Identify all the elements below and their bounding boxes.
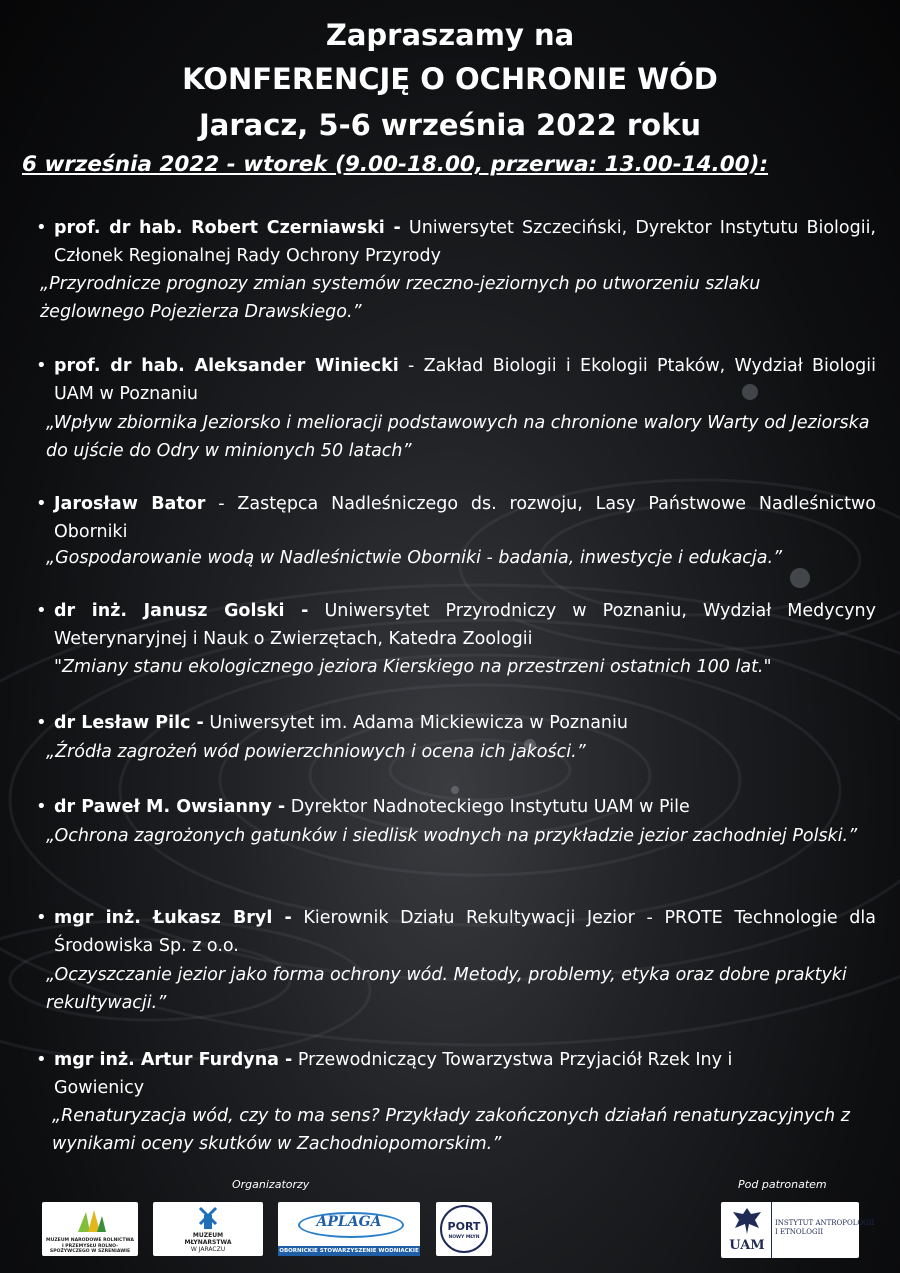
conference-title: KONFERENCJĘ O OCHRONIE WÓD (182, 62, 718, 96)
port-wordmark: PORT (447, 1220, 481, 1233)
speaker-affiliation: - Zastępca Nadleśniczego ds. rozwoju, Lasy Państwowe Nadleśnictwo Oborniki (54, 494, 877, 542)
uam-divider (771, 1202, 772, 1258)
speaker-info (54, 597, 876, 653)
speaker-name: prof. dr hab. Aleksander Winiecki (54, 356, 399, 376)
place-date-line: Jaracz, 5-6 września 2022 roku (198, 108, 702, 142)
talk-title: „Wpływ zbiornika Jeziorsko i melioracji podstawowych na chronione walory Warty od Jeziorska do ujście do Odry w minionych 50 latach” (46, 413, 870, 461)
speaker-name: Jarosław Bator (54, 494, 206, 514)
speaker-affiliation: - Zakład Biologii i Ekologii Ptaków, Wydział Biologii UAM w Poznaniu (54, 356, 876, 404)
speaker-affiliation: Kierownik Działu Rekultywacji Jezior - PROTE Technologie dla Środowiska Sp. z o.o. (54, 908, 877, 956)
speaker-info (54, 904, 876, 960)
speaker-name: dr Lesław Pilc - (54, 713, 204, 733)
speaker-name: dr inż. Janusz Golski - (54, 601, 309, 621)
speaker-info (54, 352, 876, 408)
organizers-label: Organizatorzy (232, 1178, 310, 1191)
speaker-name: dr Paweł M. Owsianny - (54, 797, 286, 817)
speaker-affiliation: Uniwersytet Przyrodniczy w Poznaniu, Wydział Medycyny Weterynaryjnej i Nauk o Zwierzętach, Katedra Zoologii (54, 601, 877, 649)
speaker-affiliation: Przewodniczący Towarzystwa Przyjaciół Rzek Iny i Gowienicy (54, 1050, 733, 1098)
speaker-info (54, 709, 876, 737)
museum-mills-logo[interactable] (153, 1202, 263, 1256)
uam-institute-line1: INSTYTUT ANTROPOLOGII (775, 1219, 875, 1227)
museum-mills-line2: MŁYNARSTWA (184, 1239, 232, 1246)
speaker-info (54, 1046, 754, 1102)
talk-title: „Oczyszczanie jezior jako forma ochrony wód. Metody, problemy, etyka oraz dobre praktyki rekultywacji.” (46, 965, 847, 1013)
schedule-date-line: 6 września 2022 - wtorek (9.00-18.00, przerwa: 13.00-14.00): (22, 152, 769, 177)
windmill-icon (153, 1202, 263, 1232)
talk-title: "Zmiany stanu ekologicznego jeziora Kierskiego na przestrzeni ostatnich 100 lat." (54, 657, 772, 677)
aplaga-caption: OBORNICKIE STOWARZYSZENIE WODNIACKIE (279, 1248, 419, 1254)
speaker-info (54, 214, 876, 270)
speaker-name: prof. dr hab. Robert Czerniawski - (54, 218, 401, 238)
uam-abbreviation: UAM (729, 1238, 765, 1253)
talk-title: „Gospodarowanie wodą w Nadleśnictwie Oborniki - badania, inwestycje i edukacja.” (46, 548, 783, 568)
speaker-info (54, 490, 876, 546)
talk-title: „Ochrona zagrożonych gatunków i siedlisk wodnych na przykładzie jezior zachodniej Polski.” (46, 826, 858, 846)
speaker-affiliation: Uniwersytet Szczeciński, Dyrektor Instytutu Biologii, Członek Regionalnej Rady Ochrony Przyrody (54, 218, 876, 266)
sponsors-footer (0, 1170, 900, 1273)
museum-mills-line3: W JARACZU (190, 1246, 226, 1253)
museum-mills-line1: MUZEUM (192, 1232, 224, 1239)
speaker-affiliation: Dyrektor Nadnoteckiego Instytutu UAM w Pile (285, 797, 690, 817)
museum-agriculture-caption: MUZEUM NARODOWE ROLNICTWA I PRZEMYSŁU ROLNO-SPOŻYWCZEGO W SZRENIAWIE (46, 1238, 134, 1254)
speaker-name: mgr inż. Artur Furdyna - (54, 1050, 293, 1070)
invite-line: Zapraszamy na (325, 18, 575, 52)
aplaga-logo[interactable] (278, 1202, 420, 1256)
speaker-name: mgr inż. Łukasz Bryl - (54, 908, 292, 928)
talk-title: „Źródła zagrożeń wód powierzchniowych i ocena ich jakości.” (46, 742, 586, 762)
speaker-info (54, 793, 876, 821)
aplaga-wordmark: APLAGA (316, 1214, 382, 1230)
uam-institute-line2: I ETNOLOGII (775, 1228, 824, 1236)
eagle-icon (727, 1204, 767, 1238)
port-caption: NOWY MŁYN (448, 1235, 480, 1240)
uam-institute-logo[interactable] (721, 1202, 875, 1258)
speaker-affiliation: Uniwersytet im. Adama Mickiewicza w Poznaniu (203, 713, 628, 733)
talk-title: „Renaturyzacja wód, czy to ma sens? Przykłady zakończonych działań renaturyzacyjnych z wynikami oceny skutków w Zachodniopomorskim.” (52, 1106, 850, 1154)
museum-agriculture-logo[interactable] (42, 1202, 138, 1256)
port-logo[interactable] (436, 1202, 492, 1256)
patronage-label: Pod patronatem (738, 1178, 827, 1191)
talk-title: „Przyrodnicze prognozy zmian systemów rzeczno-jeziornych po utworzeniu szlaku żeglownego Pojezierza Drawskiego.” (40, 274, 761, 322)
wheat-icon (42, 1202, 138, 1242)
